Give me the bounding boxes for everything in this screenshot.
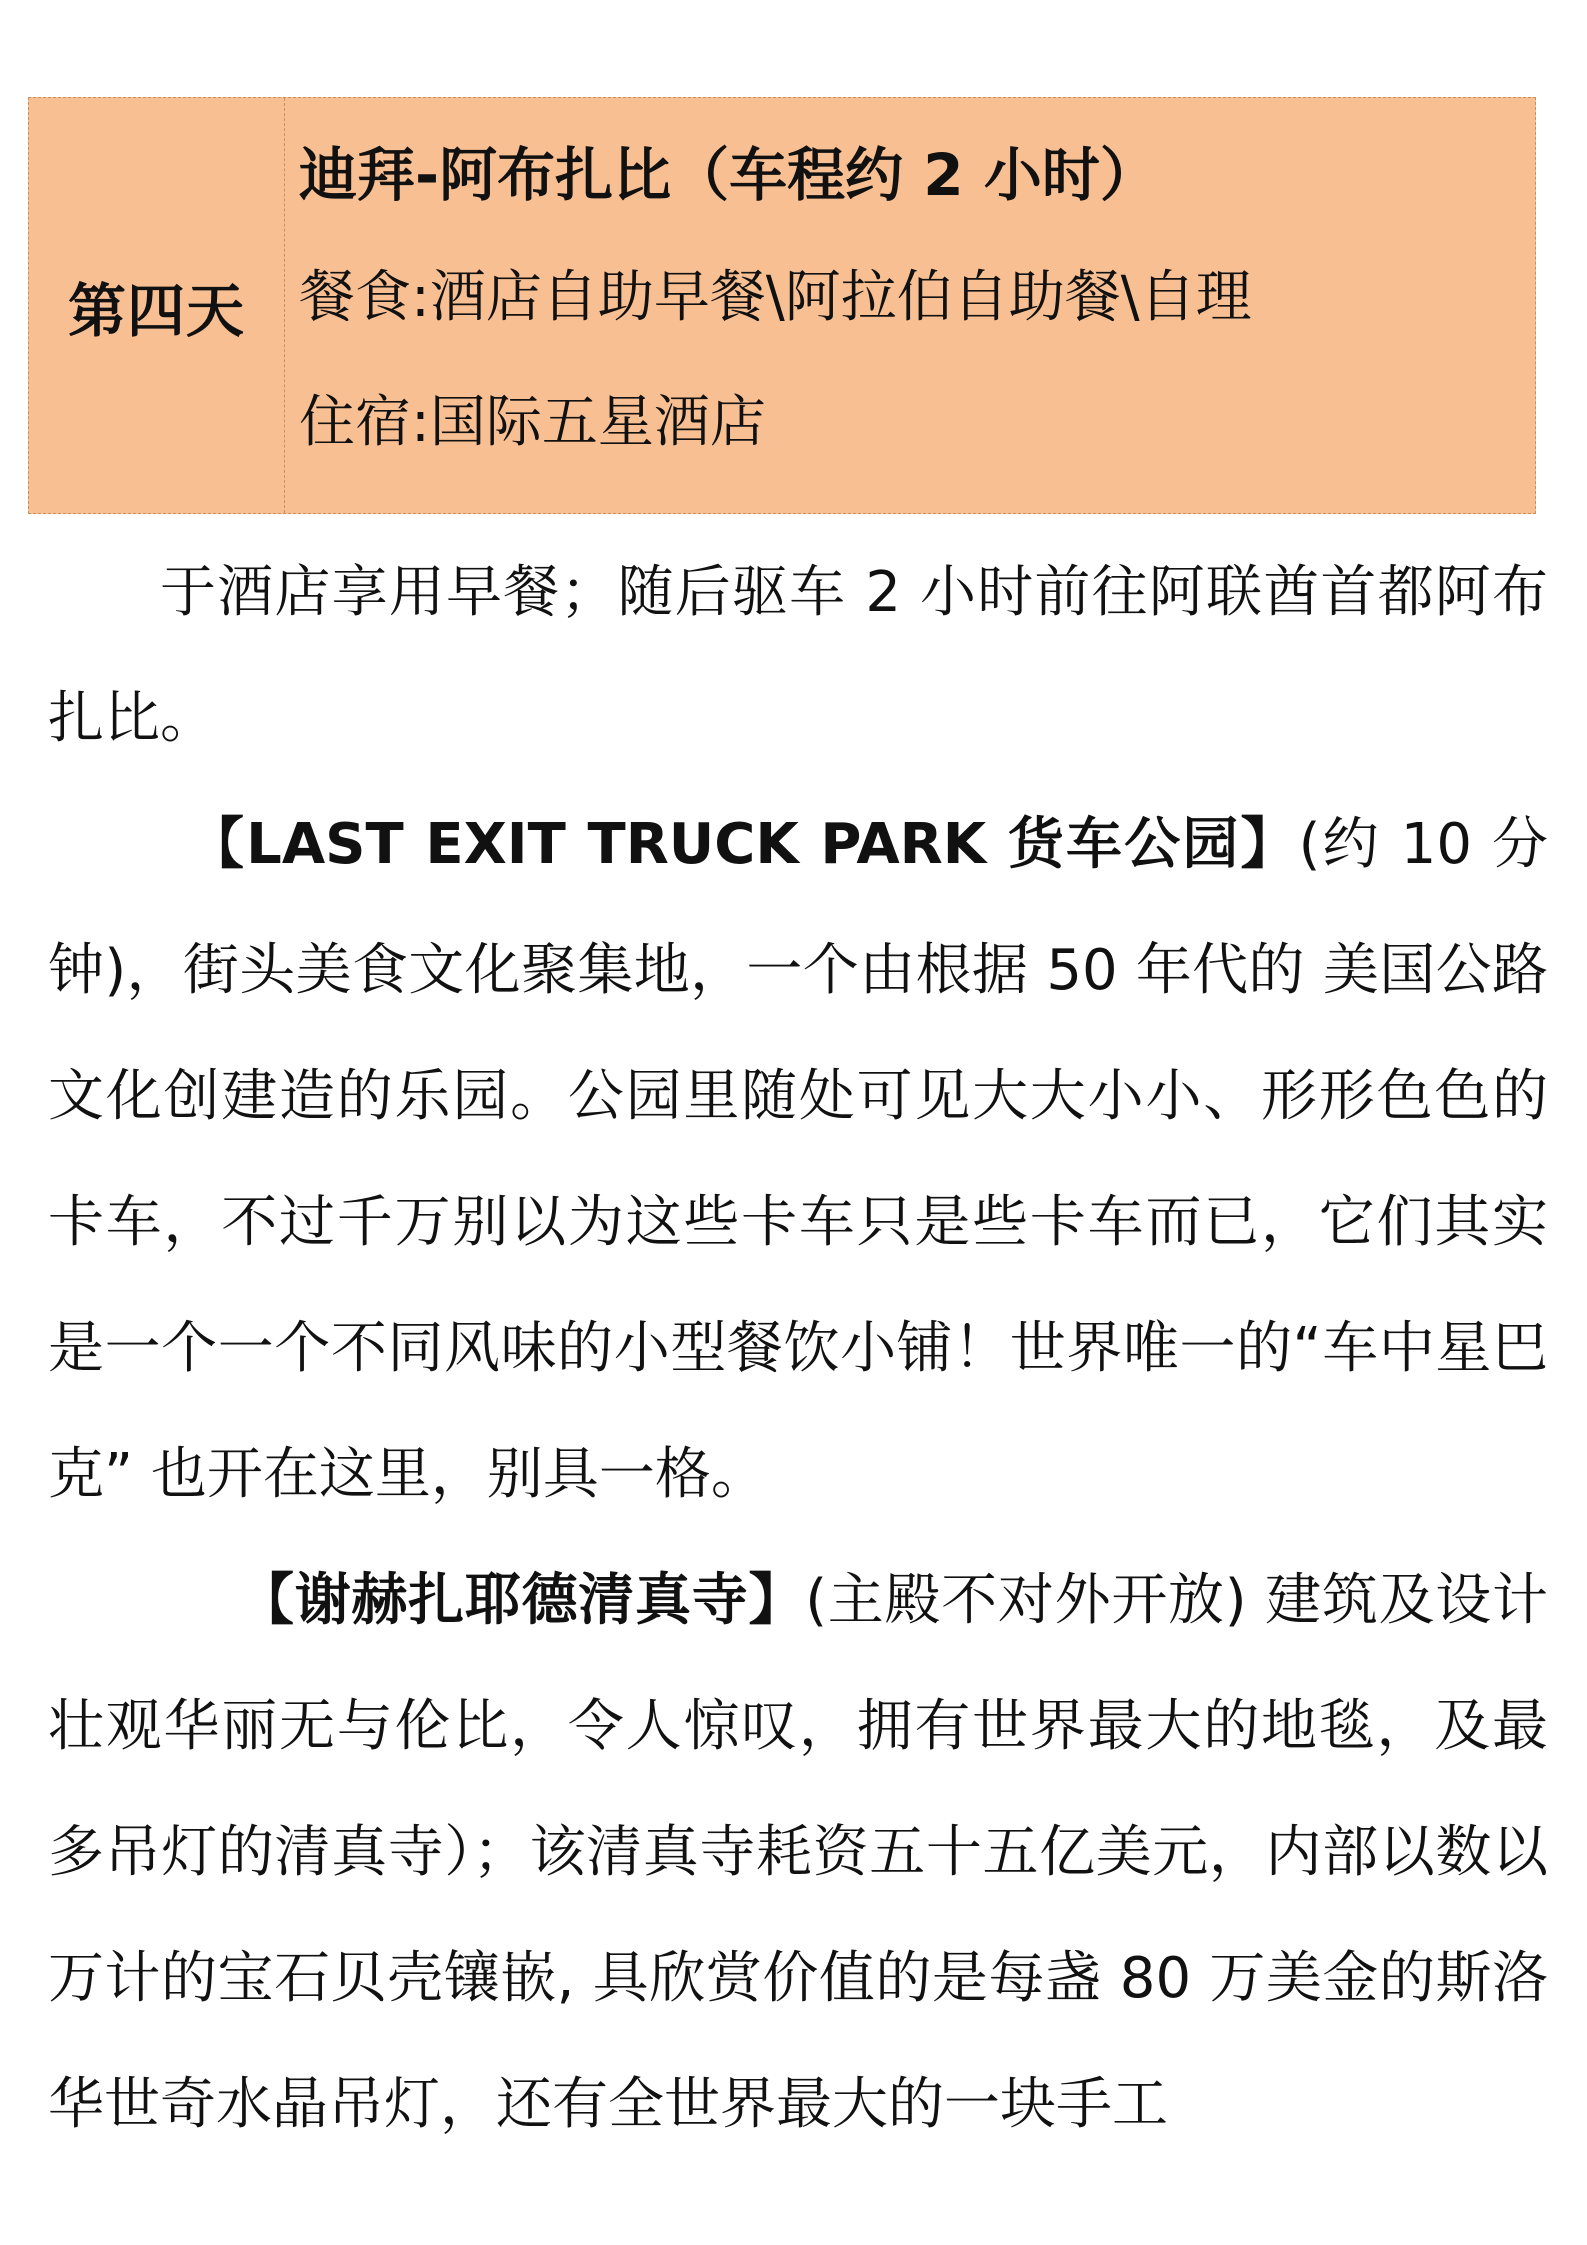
intro-paragraph: 于酒店享用早餐；随后驱车 2 小时前往阿联酋首都阿布扎比。: [48, 560, 1548, 751]
truck-park-paragraph: [48, 782, 1548, 1538]
mosque-paragraph: [48, 1538, 1548, 2168]
day-label: 第四天: [67, 276, 245, 345]
route-title: 迪拜-阿布扎比（车程约 2 小时）: [299, 141, 1158, 209]
day-header-table: [28, 97, 1536, 514]
itinerary-body: [48, 530, 1548, 2168]
mosque-title: 【谢赫扎耶德清真寺】: [238, 1568, 806, 1633]
truck-park-title: 【LAST EXIT TRUCK PARK 货车公园】: [188, 812, 1299, 877]
mosque-description: (主殿不对外开放) 建筑及设计壮观华丽无与伦比，令人惊叹，拥有世界最大的地毯，及最多吊灯的清真寺）；该清真寺耗资五十五亿美元，内部以数以万计的宝石贝壳镶嵌, 具欣赏价值的是每盏 80 万美金的斯洛华世奇水晶吊灯，还有全世界最大的一块手工: [48, 1568, 1549, 2137]
day-info-cell: [285, 98, 1535, 513]
meals-info: 餐食:酒店自助早餐\阿拉伯自助餐\自理: [299, 265, 1252, 330]
truck-park-description: (约 10 分钟)，街头美食文化聚集地，一个由根据 50 年代的 美国公路文化创建造的乐园。公园里随处可见大大小小、形形色色的卡车，不过千万别以为这些卡车只是些卡车而已，它们其实是一个一个不同风味的小型餐饮小铺！世界唯一的“车中星巴克” 也开在这里，别具一格。: [48, 812, 1549, 1507]
accommodation-info: 住宿:国际五星酒店: [299, 390, 766, 455]
day-label-cell: [29, 98, 285, 513]
